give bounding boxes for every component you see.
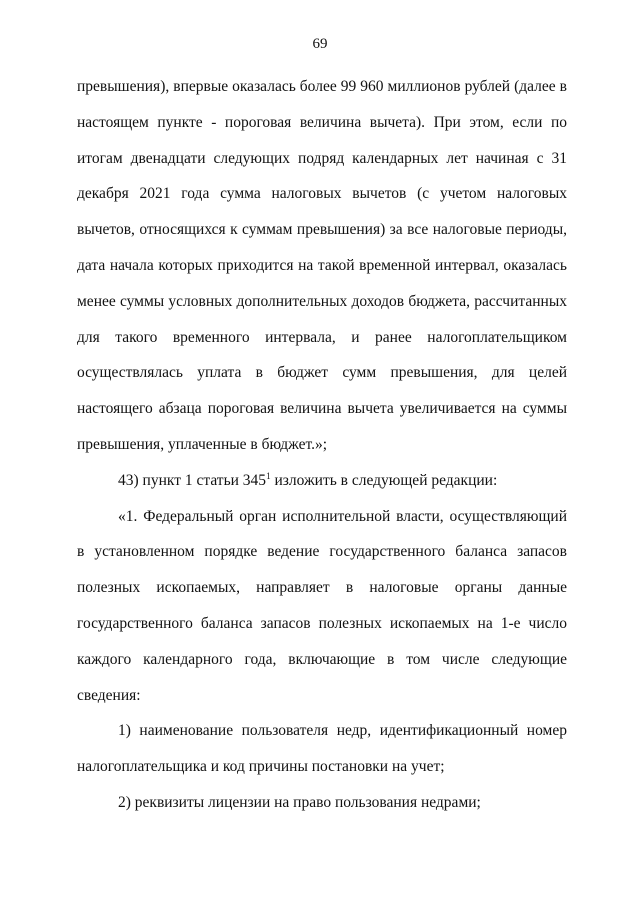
item-43-text-end: изложить в следующей редакции: — [270, 471, 498, 489]
paragraph-subitem-2: 2) реквизиты лицензии на право пользования недрами; — [118, 793, 481, 811]
page-number: 69 — [312, 36, 328, 52]
item-43-text-start: 43) пункт 1 статьи 345 — [118, 471, 267, 489]
paragraph-subitem-1: 1) наименование пользователя недр, идентификационный номер налогоплательщика и код причины постановки на учет; — [77, 722, 567, 776]
article-superscript: 1 — [266, 470, 271, 481]
paragraph-clause-1: «1. Федеральный орган исполнительной власти, осуществляющий в установленном порядке ведение государственного баланса запасов полезных ископаемых, направляет в налоговые органы данные государственного баланса запасов полезных ископаемых на 1-е число каждого календарного года, включающие в том числе следующие сведения: — [77, 507, 567, 704]
paragraph-continuation: превышения), впервые оказалась более 99 960 миллионов рублей (далее в настоящем пункте - пороговая величина вычета). При этом, если по итогам двенадцати следующих подряд календарных лет начиная с 31 декабря 2021 года сумма налоговых вычетов (с учетом налоговых вычетов, относящихся к суммам превышения) за все налоговые периоды, дата начала которых приходится на такой временной интервал, оказалась менее суммы условных дополнительных доходов бюджета, рассчитанных для такого временного интервала, и ранее налогоплательщиком осуществлялась уплата в бюджет сумм превышения, для целей настоящего абзаца пороговая величина вычета увеличивается на суммы превышения, уплаченные в бюджет.»; — [77, 78, 567, 453]
paragraph-item-43 — [77, 463, 567, 499]
document-body — [77, 69, 567, 821]
